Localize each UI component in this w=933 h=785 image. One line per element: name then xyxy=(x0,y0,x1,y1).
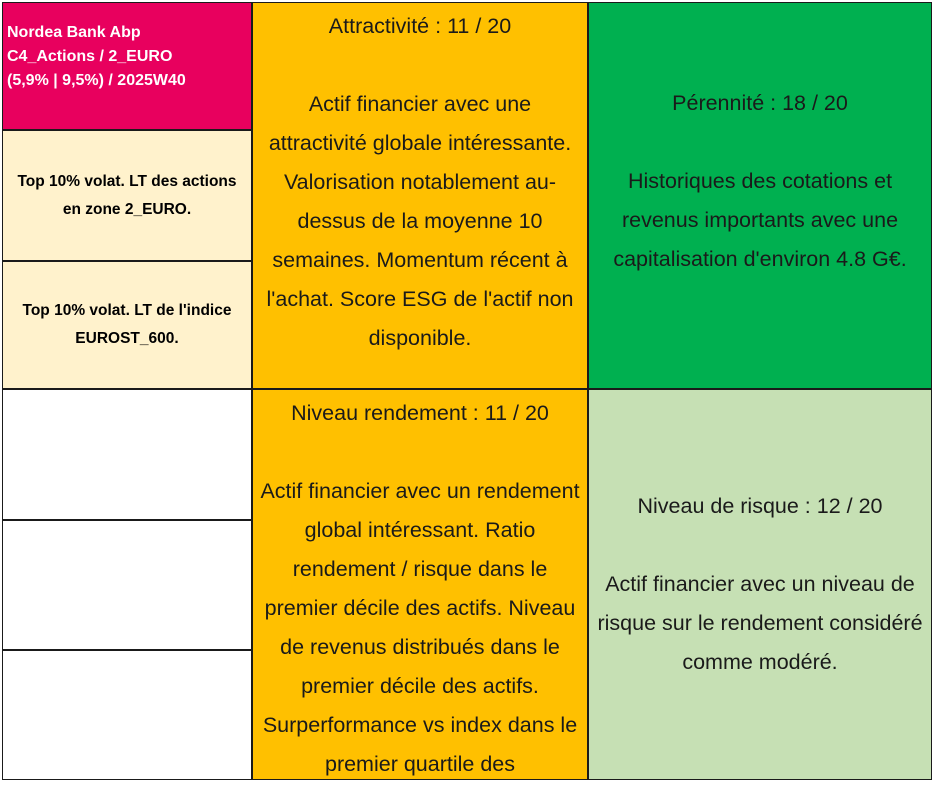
rendement-title: Niveau rendement : 11 / 20 xyxy=(291,401,549,425)
asset-name: Nordea Bank Abp xyxy=(7,24,141,41)
note-zone-text: Top 10% volat. LT des actions en zone 2_EURO. xyxy=(17,172,237,218)
note-index-text: Top 10% volat. LT de l'indice EUROST_600. xyxy=(22,302,232,347)
attractivite-title: Attractivité : 11 / 20 xyxy=(328,14,512,38)
note-cell-zone xyxy=(2,130,252,261)
empty-cell xyxy=(2,520,252,650)
asset-metrics: (5,9% | 9,5%) / 2025W40 xyxy=(7,72,186,89)
empty-cell xyxy=(2,650,252,780)
perennite-text: Historiques des cotations et revenus importants avec une capitalisation d'environ 4.8 G€. xyxy=(613,169,907,271)
rendement-cell xyxy=(252,389,588,780)
risque-text: Actif financier avec un niveau de risque sur le rendement considéré comme modéré. xyxy=(597,572,923,674)
perennite-cell xyxy=(588,2,932,389)
empty-cell xyxy=(2,389,252,520)
risque-title: Niveau de risque : 12 / 20 xyxy=(637,494,883,518)
asset-category: C4_Actions / 2_EURO xyxy=(7,48,173,65)
asset-title-cell xyxy=(2,2,252,130)
attractivite-cell xyxy=(252,2,588,389)
attractivite-text: Actif financier avec une attractivité globale intéressante. Valorisation notablement au-dessus de la moyenne 10 semaines. Momentum récent à l'achat. Score ESG de l'actif non disponible. xyxy=(266,92,574,350)
note-cell-index xyxy=(2,261,252,389)
rendement-text: Actif financier avec un rendement global intéressant. Ratio rendement / risque dans le premier décile des actifs. Niveau de revenus distribués dans le premier décile des actifs. Surperformance vs index dans le premier quartile des xyxy=(260,479,580,776)
perennite-title: Pérennité : 18 / 20 xyxy=(672,91,848,115)
risque-cell xyxy=(588,389,932,780)
